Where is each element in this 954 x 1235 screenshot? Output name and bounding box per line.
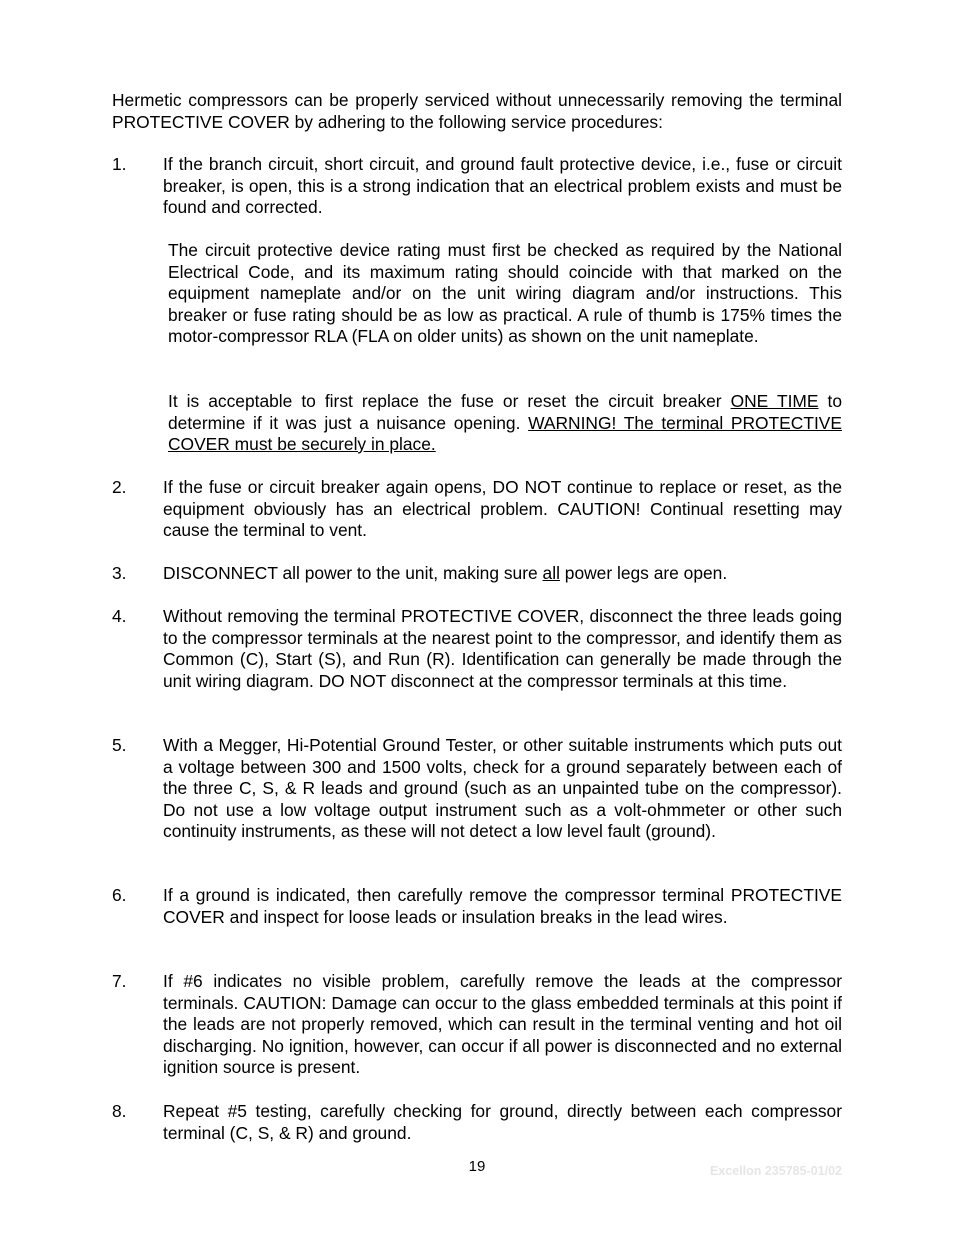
list-item-number: 2. [112, 477, 127, 497]
list-item-7 [112, 971, 842, 1079]
all-emphasis: all [542, 563, 560, 583]
list-item-number: 3. [112, 563, 127, 583]
warning-emphasis: WARNING! The terminal PROTECTIVE COVER must be securely in place. [168, 412, 842, 454]
intro-paragraph: Hermetic compressors can be properly serviced without unnecessarily removing the terminal PROTECTIVE COVER by adhering to the following service procedures: [112, 90, 842, 132]
list-item-number: 4. [112, 606, 127, 626]
list-item-6 [112, 885, 842, 928]
list-item-number: 5. [112, 735, 127, 755]
list-item-4 [112, 606, 842, 692]
list-item-text: Repeat #5 testing, carefully checking for ground, directly between each compressor terminal (C, S, & R) and ground. [163, 1101, 842, 1143]
list-item-text: If the branch circuit, short circuit, and ground fault protective device, i.e., fuse or circuit breaker, is open, this is a strong indication that an electrical problem exists and must be found and corrected. [163, 154, 842, 217]
list-item-number: 6. [112, 885, 127, 905]
list-item-text: DISCONNECT all power to the unit, making sure all power legs are open. [163, 563, 728, 583]
reset-warning-note: It is acceptable to first replace the fuse or reset the circuit breaker ONE TIME to determine if it was just a nuisance opening. WARNING! The terminal PROTECTIVE COVER must be securely in place. [168, 391, 842, 454]
list-item-5 [112, 735, 842, 843]
list-item-1 [112, 154, 842, 219]
list-item-8 [112, 1101, 842, 1144]
list-item-2 [112, 477, 842, 542]
one-time-emphasis: ONE TIME [730, 391, 819, 411]
list-item-text: If the fuse or circuit breaker again opens, DO NOT continue to replace or reset, as the equipment obviously has an electrical problem. CAUTION! Continual resetting may cause the terminal to vent. [163, 477, 842, 540]
list-item-number: 7. [112, 971, 127, 991]
list-item-text: With a Megger, Hi-Potential Ground Tester, or other suitable instruments which puts out a voltage between 300 and 1500 volts, check for a ground separately between each of the three C, S, & R leads and ground (such as an unpainted tube on the compressor). Do not use a low voltage output instrument such as a volt-ohmmeter or other such continuity instruments, as these will not detect a low level fault (ground). [163, 735, 842, 841]
circuit-rating-note: The circuit protective device rating must first be checked as required by the National Electrical Code, and its maximum rating should coincide with that marked on the equipment nameplate and/or on the unit wiring diagram and/or instructions. This breaker or fuse rating should be as low as practical. A rule of thumb is 175% times the motor-compressor RLA (FLA on older units) as shown on the unit nameplate. [168, 240, 842, 346]
list-item-number: 8. [112, 1101, 127, 1121]
list-item-text: If a ground is indicated, then carefully remove the compressor terminal PROTECTIVE COVER and inspect for loose leads or insulation breaks in the lead wires. [163, 885, 842, 927]
list-item-number: 1. [112, 154, 127, 174]
list-item-text: If #6 indicates no visible problem, carefully remove the leads at the compressor terminals. CAUTION: Damage can occur to the glass embedded terminals at this point if the leads are not properly removed, which can result in the terminal venting and hot oil discharging. No ignition, however, can occur if all power is disconnected and no external ignition source is present. [163, 971, 842, 1077]
list-item-3 [112, 563, 842, 585]
document-id: Excellon 235785-01/02 [709, 1164, 842, 1178]
page-number: 19 [468, 1158, 486, 1175]
list-item-text: Without removing the terminal PROTECTIVE COVER, disconnect the three leads going to the compressor terminals at the nearest point to the compressor, and identify them as Common (C), Start (S), and Run (R). Identification can generally be made through the unit wiring diagram. DO NOT disconnect at the compressor terminals at this time. [163, 606, 842, 691]
